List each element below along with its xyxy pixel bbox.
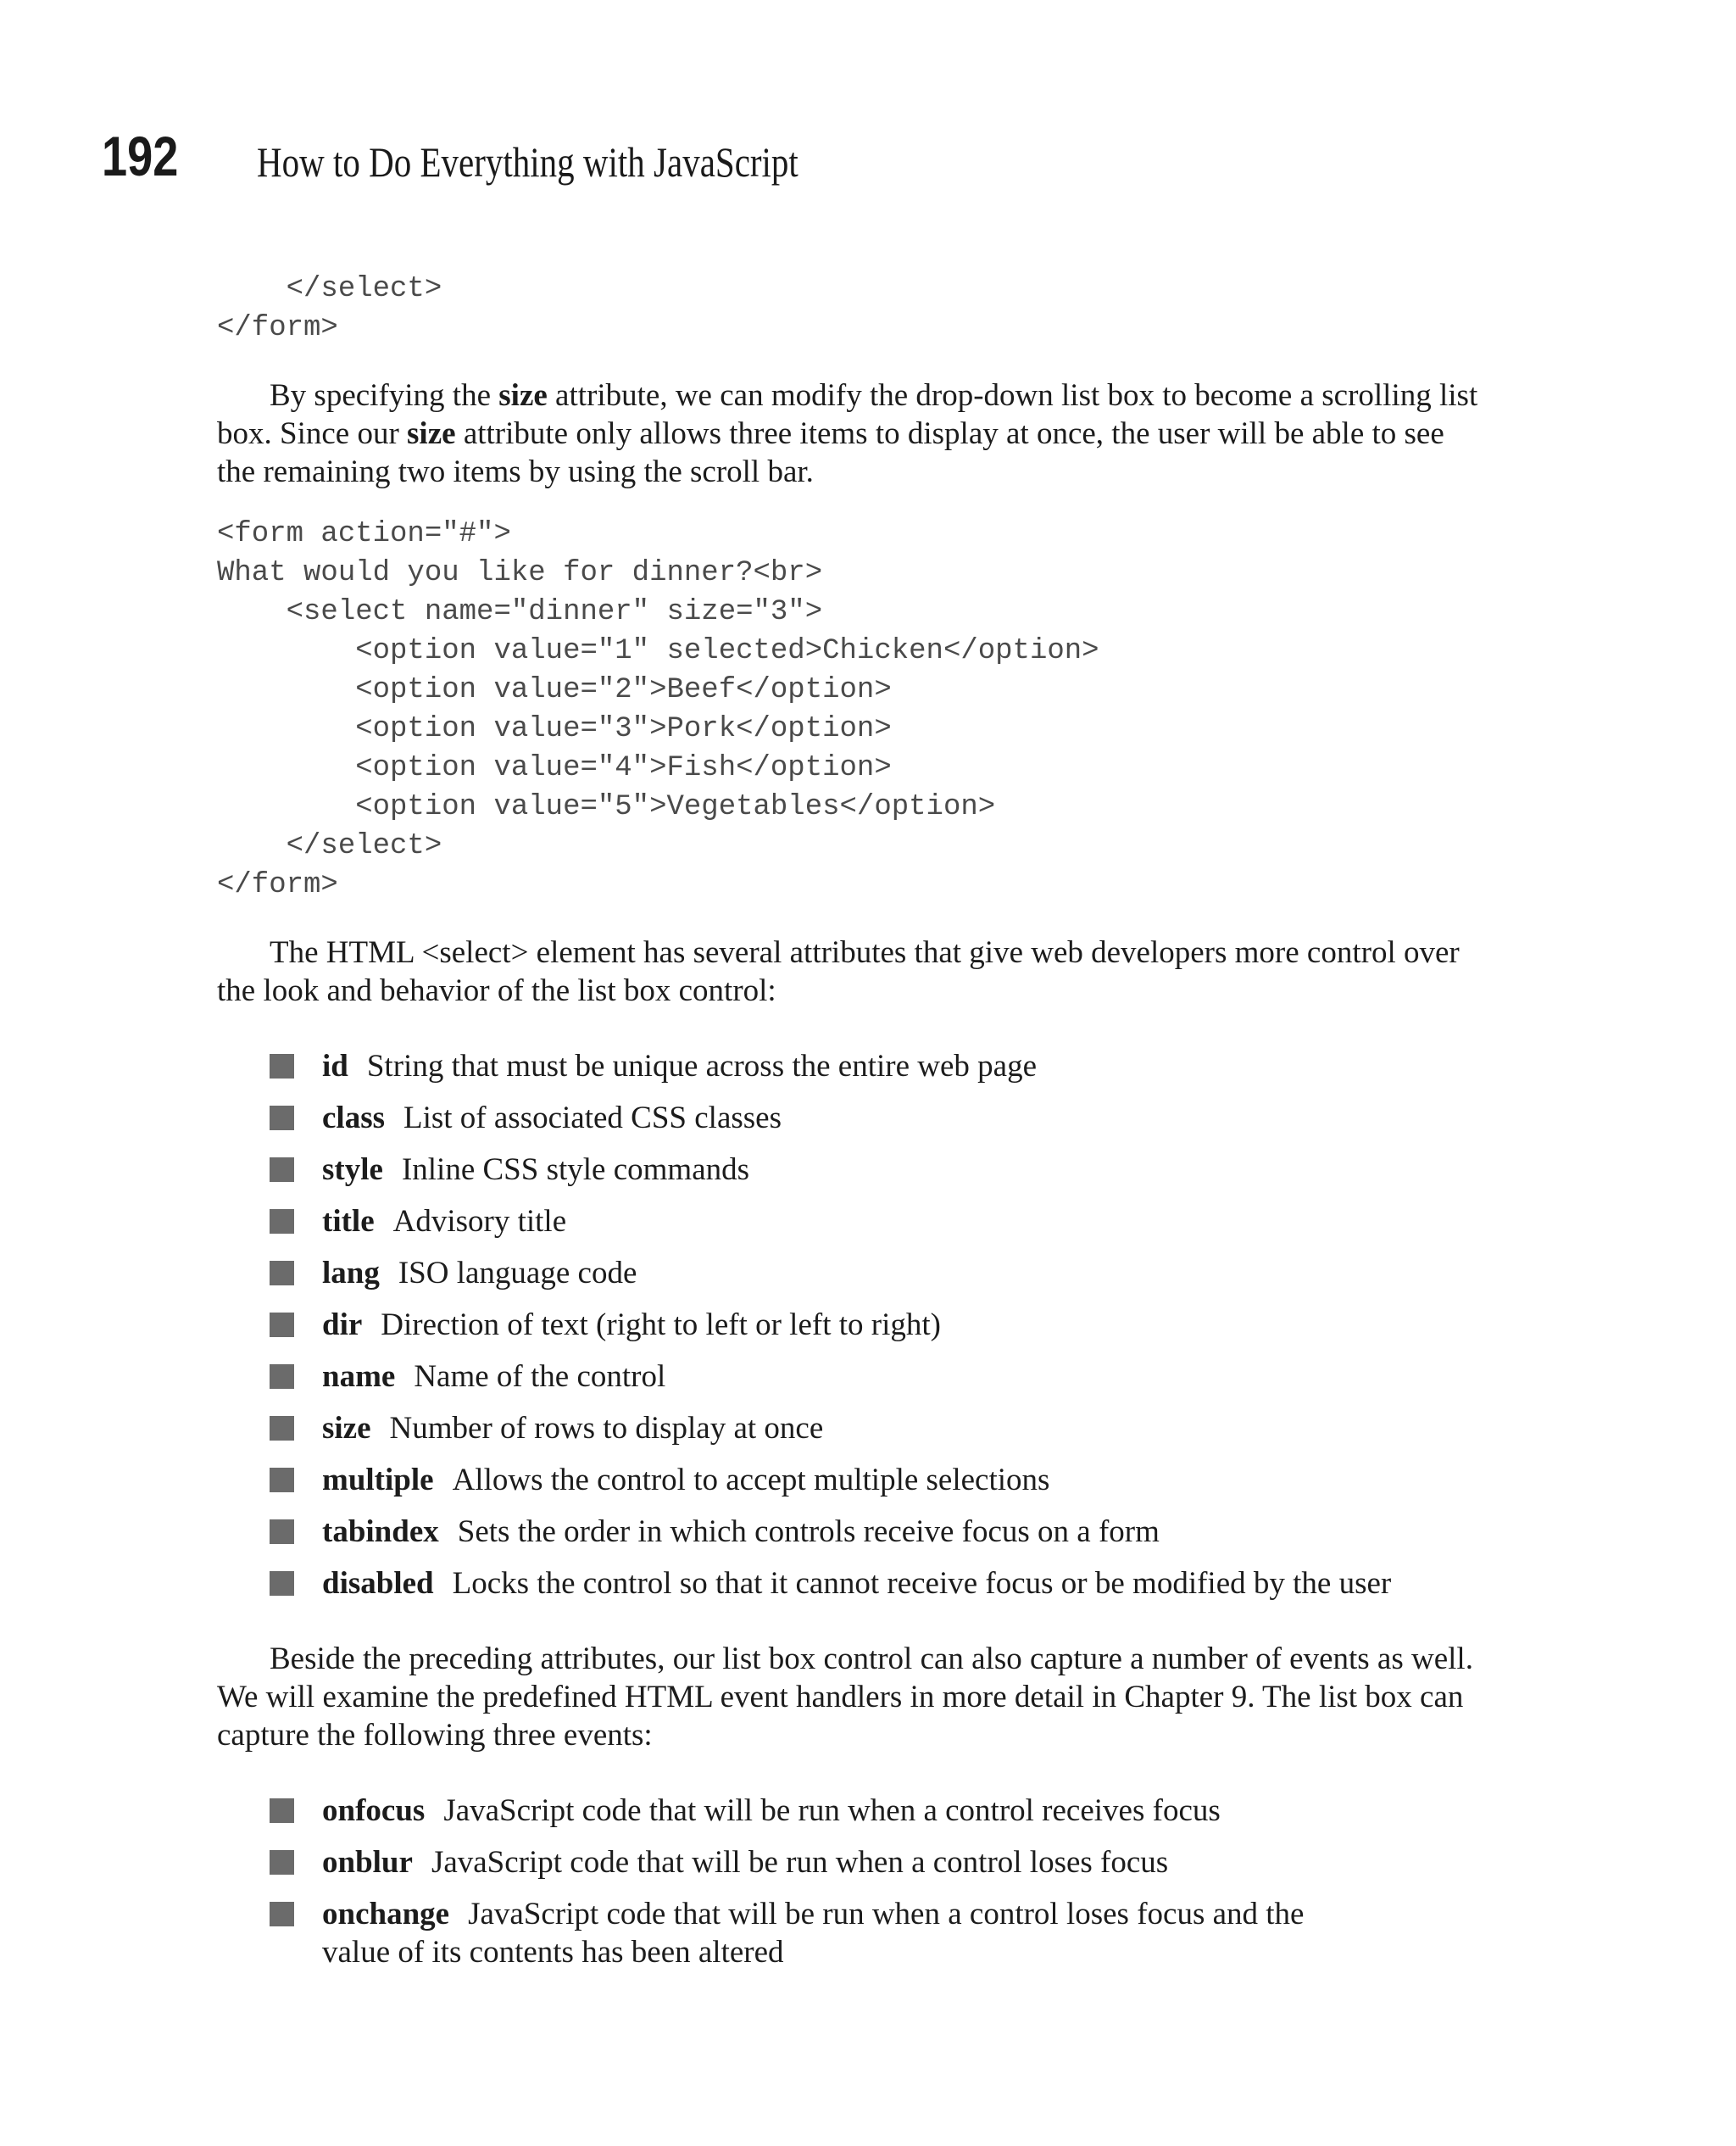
code-line: <option value="3">Pork</option> [217, 713, 892, 745]
attribute-term: style [322, 1152, 383, 1187]
list-item [270, 1047, 1488, 1085]
square-bullet-icon [270, 1261, 294, 1285]
square-bullet-icon [270, 1054, 294, 1079]
list-item [270, 1357, 1488, 1396]
attribute-description: Number of rows to display at once [389, 1411, 824, 1446]
attribute-description: ISO language code [398, 1256, 637, 1290]
code-line: <select name="dinner" size="3"> [217, 596, 823, 628]
attribute-description: Inline CSS style commands [401, 1152, 750, 1187]
running-title: How to Do Everything with JavaScript [257, 138, 798, 186]
square-bullet-icon [270, 1313, 294, 1337]
attribute-description: Name of the control [414, 1359, 666, 1394]
page-number: 192 [102, 125, 179, 187]
bold-term: size [407, 416, 456, 451]
list-item [270, 1513, 1488, 1551]
paragraph-text: By specifying the [270, 378, 499, 413]
attribute-term: class [322, 1101, 385, 1135]
square-bullet-icon [270, 1364, 294, 1389]
square-bullet-icon [270, 1157, 294, 1182]
code-block-dinner-form [217, 515, 1488, 905]
bold-term: size [498, 378, 548, 413]
attribute-term: id [322, 1049, 348, 1084]
attribute-term: dir [322, 1307, 363, 1342]
event-term: onchange [322, 1897, 450, 1931]
square-bullet-icon [270, 1571, 294, 1596]
page-header [102, 122, 1628, 190]
paragraph-events: Beside the preceding attributes, our list box control can also capture a number of events as well. We will examine the predefined HTML event handlers in more detail in Chapter 9. The list box can capture the following three events: [217, 1642, 1473, 1753]
attribute-description: Locks the control so that it cannot receive focus or be modified by the user [452, 1566, 1392, 1601]
attribute-term: title [322, 1204, 375, 1239]
list-item [270, 1792, 1373, 1830]
list-item [270, 1564, 1488, 1603]
square-bullet-icon [270, 1798, 294, 1823]
attribute-description: Advisory title [392, 1204, 567, 1239]
list-item [270, 1151, 1488, 1189]
code-line: </select> [217, 830, 442, 862]
attribute-term: size [322, 1411, 371, 1446]
square-bullet-icon [270, 1850, 294, 1875]
code-line: <option value="4">Fish</option> [217, 752, 892, 784]
attribute-description: String that must be unique across the entire web page [366, 1049, 1038, 1084]
square-bullet-icon [270, 1468, 294, 1492]
code-line: <option value="5">Vegetables</option> [217, 791, 996, 823]
square-bullet-icon [270, 1519, 294, 1544]
paragraph-text: attribute, we can modify the drop-down list box to become a scrolling list box. Since our [217, 378, 1478, 451]
code-line: <option value="2">Beef</option> [217, 674, 892, 706]
square-bullet-icon [270, 1106, 294, 1130]
paragraph-select-attributes: The HTML <select> element has several attributes that give web developers more control over the look and behavior of the list box control: [217, 935, 1460, 1008]
code-line: </select> [217, 273, 442, 305]
attribute-description: Sets the order in which controls receive focus on a form [457, 1514, 1160, 1549]
code-line: <option value="1" selected>Chicken</option> [217, 635, 1099, 667]
list-item [270, 1409, 1488, 1447]
page-content [217, 270, 1488, 1985]
attribute-term: disabled [322, 1566, 434, 1601]
attribute-term: name [322, 1359, 396, 1394]
square-bullet-icon [270, 1902, 294, 1926]
attribute-description: Allows the control to accept multiple selections [452, 1463, 1050, 1497]
event-description: JavaScript code that will be run when a control loses focus and the value of its contents has been altered [322, 1897, 1305, 1970]
attribute-term: lang [322, 1256, 380, 1290]
attribute-term: tabindex [322, 1514, 439, 1549]
list-item [270, 1306, 1488, 1344]
list-item [270, 1461, 1488, 1499]
attribute-list [217, 1047, 1488, 1603]
code-block-top [217, 270, 1488, 348]
list-item [270, 1202, 1488, 1240]
code-line: </form> [217, 312, 338, 344]
event-list [217, 1792, 1488, 1971]
list-item [270, 1895, 1373, 1971]
code-line: <form action="#"> [217, 518, 511, 550]
square-bullet-icon [270, 1209, 294, 1234]
code-line: What would you like for dinner?<br> [217, 557, 823, 589]
event-term: onfocus [322, 1793, 426, 1828]
event-description: JavaScript code that will be run when a control loses focus [431, 1845, 1169, 1880]
code-line: </form> [217, 869, 338, 901]
event-description: JavaScript code that will be run when a control receives focus [443, 1793, 1221, 1828]
paragraph-size-attribute [217, 376, 1488, 491]
attribute-description: Direction of text (right to left or left to right) [381, 1307, 941, 1342]
list-item [270, 1099, 1488, 1137]
square-bullet-icon [270, 1416, 294, 1441]
event-term: onblur [322, 1845, 413, 1880]
attribute-term: multiple [322, 1463, 434, 1497]
paragraph-text: attribute only allows three items to display at once, the user will be able to see the remaining two items by using the scroll bar. [217, 416, 1444, 489]
list-item [270, 1843, 1373, 1881]
attribute-description: List of associated CSS classes [403, 1101, 782, 1135]
list-item [270, 1254, 1488, 1292]
